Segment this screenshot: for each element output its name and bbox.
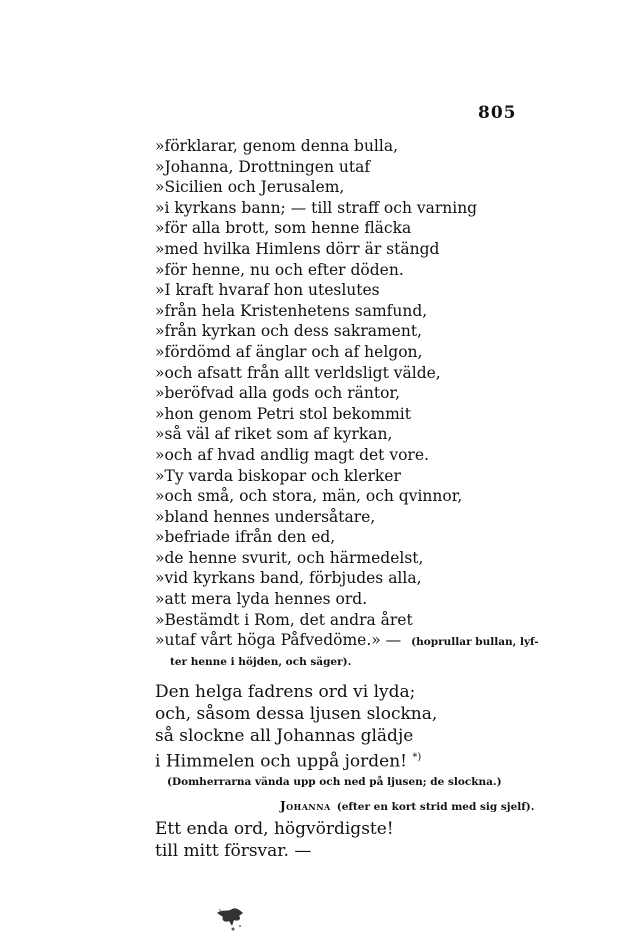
- stage-direction-1: (hoprullar bullan, lyf-: [411, 636, 539, 649]
- verse-line: »I kraft hvaraf hon uteslutes: [155, 281, 380, 300]
- verse-line: »och små, och stora, män, och qvinnor,: [155, 487, 463, 506]
- verse-line: »så väl af riket som af kyrkan,: [155, 425, 393, 444]
- verse-lines: [155, 136, 555, 630]
- verse-line: »Ty varda biskopar och klerker: [155, 466, 401, 485]
- chorus-line: Den helga fadrens ord vi lyda;: [155, 682, 416, 702]
- chorus-verse: [155, 681, 555, 788]
- verse-line: »och af hvad andlig magt det vore.: [155, 445, 429, 464]
- bull-verse: [155, 136, 555, 670]
- verse-line: »befriade ifrån den ed,: [155, 528, 336, 547]
- verse-line: »beröfvad alla gods och räntor,: [155, 384, 401, 403]
- verse-line: »att mera lyda hennes ord.: [155, 590, 368, 609]
- verse-line: »från hela Kristenhetens samfund,: [155, 301, 428, 320]
- ornament-icon: [213, 905, 247, 933]
- speech-line: till mitt försvar. —: [155, 841, 312, 861]
- verse-last-line-row: [155, 630, 555, 653]
- verse-line: »och afsatt från allt verldsligt välde,: [155, 363, 441, 382]
- footnote-mark: *): [412, 752, 422, 763]
- chorus-last-line: i Himmelen och uppå jorden!: [155, 751, 407, 772]
- verse-line: »för alla brott, som henne fläcka: [155, 219, 412, 238]
- verse-line: »med hvilka Himlens dörr är stängd: [155, 239, 440, 258]
- johanna-speech: [155, 818, 394, 862]
- verse-line: »för henne, nu och efter döden.: [155, 260, 404, 279]
- verse-line: »fördömd af änglar och af helgon,: [155, 342, 423, 361]
- chorus-lines: [155, 681, 555, 747]
- chorus-line: och, såsom dessa ljusen slockna,: [155, 704, 438, 724]
- speaker-direction: (efter en kort strid med sig sjelf).: [336, 801, 535, 813]
- verse-line: »förklarar, genom denna bulla,: [155, 137, 399, 155]
- speaker-row: [280, 795, 534, 814]
- verse-line: »Sicilien och Jerusalem,: [155, 178, 345, 197]
- verse-line: »vid kyrkans band, förbjudes alla,: [155, 569, 422, 588]
- stage-direction-1-cont: ter henne i höjden, och säger).: [170, 655, 352, 668]
- chorus-line: så slockne all Johannas glädje: [155, 726, 414, 746]
- verse-line: »i kyrkans bann; — till straff och varning: [155, 198, 478, 217]
- verse-last-line: »utaf vårt höga Påfvedöme.» —: [155, 631, 402, 650]
- verse-line: »hon genom Petri stol bekommit: [155, 404, 411, 423]
- verse-line: »Bestämdt i Rom, det andra året: [155, 610, 413, 629]
- verse-line: »de henne svurit, och härmedelst,: [155, 548, 424, 567]
- verse-line: »från kyrkan och dess sakrament,: [155, 322, 422, 341]
- verse-line: »Johanna, Drottningen utaf: [155, 157, 371, 176]
- verse-line: »bland hennes undersåtare,: [155, 507, 376, 526]
- chorus-last-line-row: [155, 747, 555, 773]
- speaker-name: Johanna: [280, 799, 331, 813]
- page-number: 805: [478, 103, 517, 123]
- speech-line: Ett enda ord, högvördigste!: [155, 819, 394, 839]
- stage-direction-2: (Domherrarna vända upp och ned på ljusen; de slockna.): [167, 775, 502, 788]
